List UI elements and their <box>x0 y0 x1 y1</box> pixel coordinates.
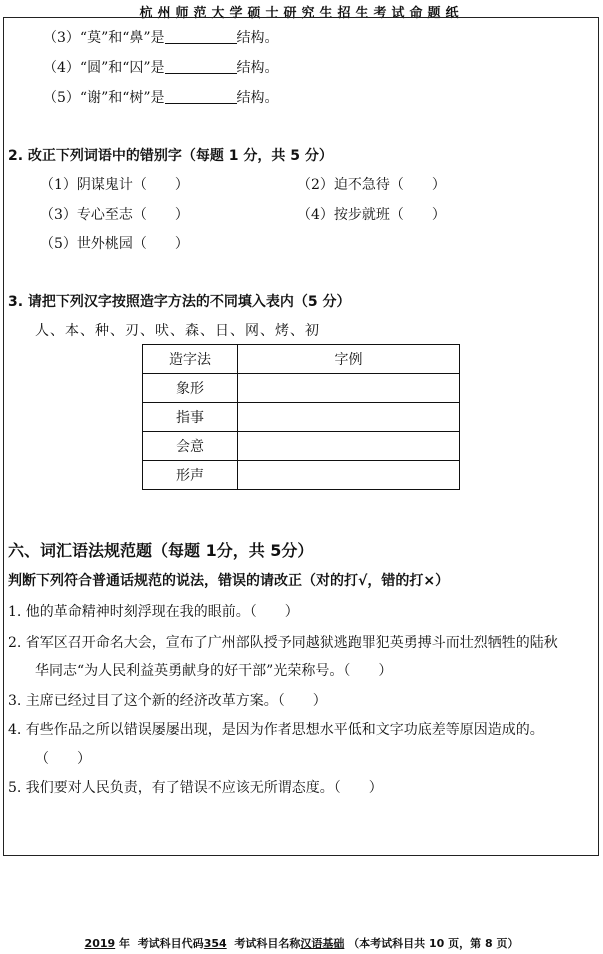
footer-code-label: 考试科目代码 <box>137 937 204 950</box>
struct-item-3: （3）“莫”和“鼻”是 结构。 <box>43 30 279 46</box>
table-answer-cell[interactable] <box>238 374 460 403</box>
q2-item-1: （1）阴谋鬼计（ ） <box>40 177 189 193</box>
footer-year: 2019 <box>84 937 116 950</box>
s6-item-2-cont: 华同志“为人民利益英勇献身的好干部”光荣称号。（ ） <box>35 663 393 679</box>
struct-item-4: （4）“圆”和“囚”是 结构。 <box>43 60 279 76</box>
exam-paper-header: 杭州师范大学硕士研究生招生考试命题纸 <box>139 6 464 21</box>
table-header-cell: 字例 <box>238 345 460 374</box>
table-header-cell: 造字法 <box>143 345 238 374</box>
question-2-title: 2. 改正下列词语中的错别字（每题 1 分，共 5 分） <box>8 148 333 164</box>
struct-item-5: （5）“谢”和“树”是 结构。 <box>43 90 279 106</box>
table-row-label: 会意 <box>143 432 238 461</box>
q2-item-2: （2）迫不急待（ ） <box>297 177 446 193</box>
table-row <box>143 374 460 403</box>
footer-name: 汉语基础 <box>300 937 345 950</box>
table-answer-cell[interactable] <box>238 403 460 432</box>
footer-pages: （本考试科目共 10 页，第 8 页） <box>348 937 519 950</box>
footer-code: 354 <box>203 937 227 950</box>
table-row <box>143 403 460 432</box>
exam-paper-footer <box>0 935 603 951</box>
footer-year-label: 年 <box>119 937 131 950</box>
table-answer-cell[interactable] <box>238 432 460 461</box>
q2-item-4: （4）按步就班（ ） <box>297 207 446 223</box>
table-header-row <box>143 345 460 374</box>
table-row <box>143 432 460 461</box>
q2-item-3: （3）专心至志（ ） <box>40 207 189 223</box>
footer-name-label: 考试科目名称 <box>234 937 301 950</box>
s6-item-1: 1. 他的革命精神时刻浮现在我的眼前。（ ） <box>8 604 299 620</box>
s6-item-4-cont: （ ） <box>35 751 91 767</box>
character-classification-table <box>142 344 460 490</box>
answer-blank[interactable] <box>165 89 237 104</box>
answer-blank[interactable] <box>165 59 237 74</box>
table-row <box>143 461 460 490</box>
table-row-label: 象形 <box>143 374 238 403</box>
s6-item-2: 2. 省军区召开命名大会，宣布了广州部队授予同越狱逃跑罪犯英勇搏斗而壮烈牺牲的陆秋 <box>8 635 558 651</box>
table-row-label: 形声 <box>143 461 238 490</box>
answer-blank[interactable] <box>165 29 237 44</box>
table-row-label: 指事 <box>143 403 238 432</box>
section-6-instruction: 判断下列符合普通话规范的说法，错误的请改正（对的打√，错的打×） <box>8 573 450 589</box>
q2-item-5: （5）世外桃园（ ） <box>40 236 189 252</box>
section-6-title: 六、词汇语法规范题（每题 1分，共 5分） <box>8 541 314 560</box>
table-answer-cell[interactable] <box>238 461 460 490</box>
q3-character-list: 人、本、种、刃、吠、森、日、网、烤、初 <box>35 323 320 339</box>
s6-item-3: 3. 主席已经过目了这个新的经济改革方案。（ ） <box>8 693 327 709</box>
question-3-title: 3. 请把下列汉字按照造字方法的不同填入表内（5 分） <box>8 294 351 310</box>
s6-item-5: 5. 我们要对人民负责，有了错误不应该无所谓态度。（ ） <box>8 780 383 796</box>
s6-item-4: 4. 有些作品之所以错误屡屡出现，是因为作者思想水平低和文字功底差等原因造成的。 <box>8 722 544 738</box>
